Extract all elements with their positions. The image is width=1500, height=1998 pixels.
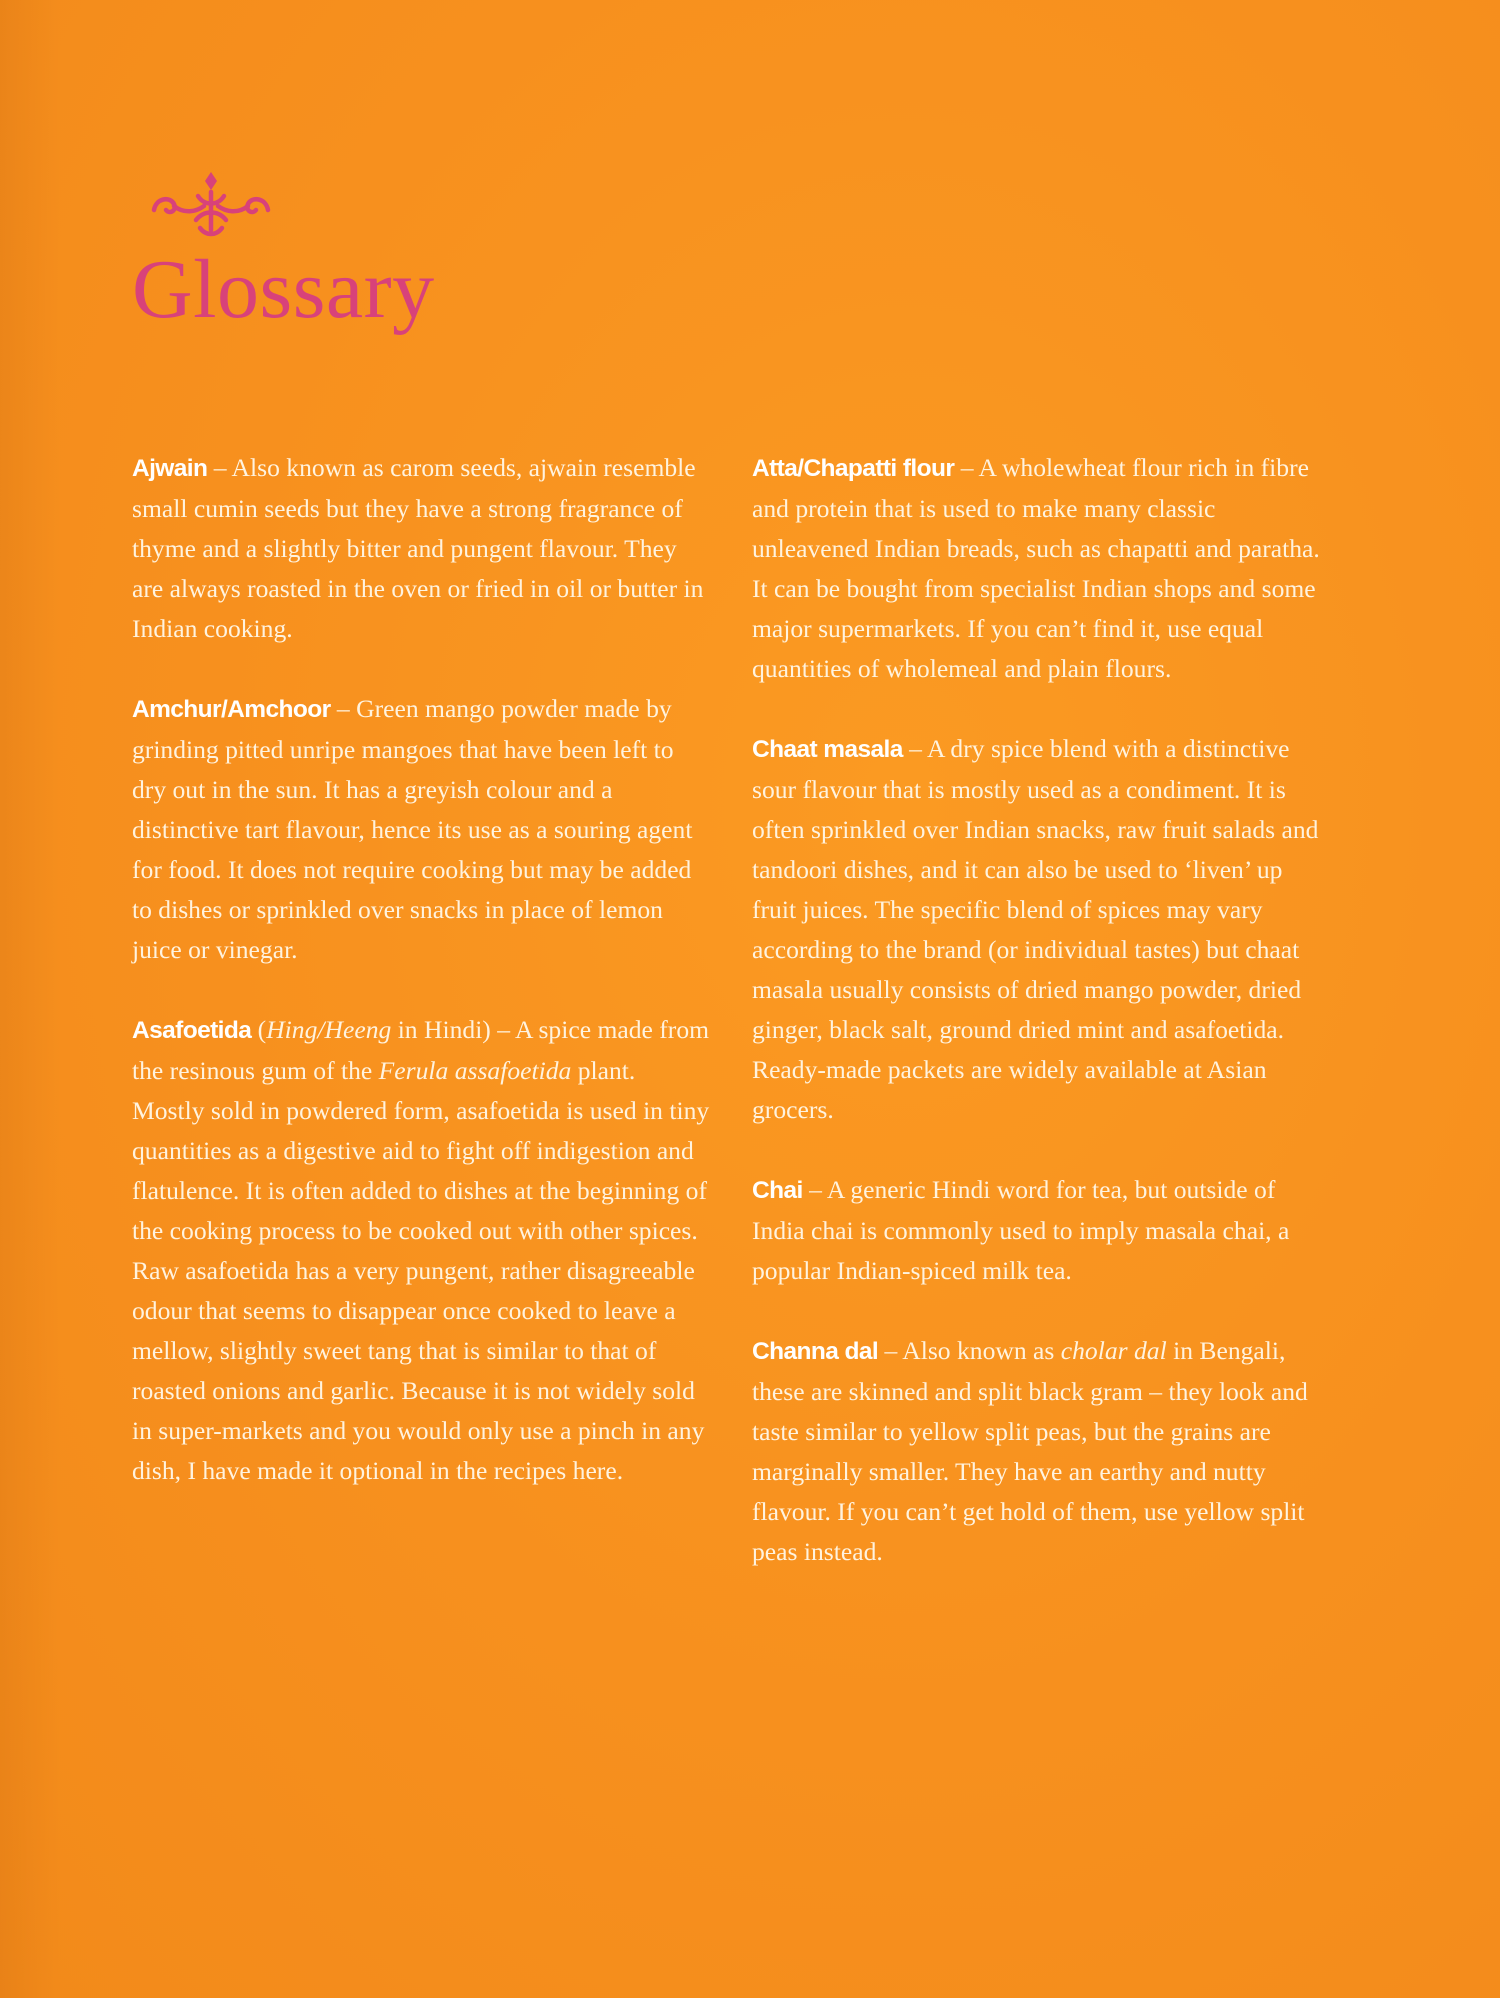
glossary-term: Asafoetida (132, 1017, 252, 1044)
glossary-entry (752, 729, 1322, 1130)
glossary-entry (752, 1170, 1322, 1291)
glossary-term: Channa dal (752, 1338, 879, 1365)
glossary-italic-text: cholar dal (1060, 1336, 1167, 1365)
glossary-definition-text: – A generic Hindi word for tea, but outside of India chai is commonly used to imply masala chai, a popular Indian-spiced milk tea. (752, 1175, 1290, 1285)
glossary-definition-text: – Also known as carom seeds, ajwain resemble small cumin seeds but they have a strong fragrance of thyme and a slightly bitter and pungent flavour. They are always roasted in the oven or fried in oil or butter in Indian cooking. (132, 453, 704, 643)
decorative-flourish-icon (148, 166, 274, 240)
glossary-definition-text: in Bengali, these are skinned and split black gram – they look and taste similar to yellow split peas, but the grains are marginally smaller. They have an earthy and nutty flavour. If you can’t get hold of them, use yellow split peas instead. (752, 1336, 1308, 1566)
glossary-definition-text: – Green mango powder made by grinding pitted unripe mangoes that have been left to dry out in the sun. It has a greyish colour and a distinctive tart flavour, hence its use as a souring agent for food. It does not require cooking but may be added to dishes or sprinkled over snacks in place of lemon juice or vinegar. (132, 694, 693, 964)
glossary-term: Atta/Chapatti flour (752, 455, 955, 482)
glossary-italic-text: Ferula assafoetida (378, 1056, 572, 1085)
glossary-definition-text: – A wholewheat flour rich in fibre and protein that is used to make many classic unleavened Indian breads, such as chapatti and paratha. It can be bought from specialist Indian shops and some major supermarkets. If you can’t find it, use equal quantities of wholemeal and plain flours. (752, 453, 1320, 683)
glossary-definition-text: – Also known as (878, 1336, 1061, 1365)
glossary-entry (132, 1010, 712, 1491)
glossary-entry (752, 1331, 1322, 1572)
glossary-entry (752, 448, 1322, 689)
glossary-term: Chaat masala (752, 736, 903, 763)
glossary-italic-text: Hing/Heeng (266, 1015, 392, 1044)
page-title: Glossary (132, 243, 435, 336)
glossary-definition-text: – A dry spice blend with a distinctive sour flavour that is mostly used as a condiment. It is often sprinkled over Indian snacks, raw fruit salads and tandoori dishes, and it can also be used to ‘liven’ up fruit juices. The specific blend of spices may vary according to the brand (or individual tastes) but chaat masala usually consists of dried mango powder, dried ginger, black salt, ground dried mint and asafoetida. Ready-made packets are widely available at Asian grocers. (752, 734, 1319, 1124)
glossary-term: Amchur/Amchoor (132, 696, 331, 723)
glossary-definition-text: in Hindi) – A spice made from the resinous gum of the (132, 1015, 710, 1085)
glossary-column-right (752, 448, 1322, 1572)
glossary-definition-text: ( (251, 1015, 267, 1044)
glossary-term: Ajwain (132, 455, 208, 482)
glossary-column-left (132, 448, 712, 1491)
glossary-entry (132, 448, 712, 649)
glossary-entry (132, 689, 712, 970)
glossary-term: Chai (752, 1177, 803, 1204)
glossary-definition-text: plant. Mostly sold in powdered form, asafoetida is used in tiny quantities as a digestive aid to fight off indigestion and flatulence. It is often added to dishes at the beginning of the cooking process to be cooked out with other spices. Raw asafoetida has a very pungent, rather disagreeable odour that seems to disappear once cooked to leave a mellow, slightly sweet tang that is similar to that of roasted onions and garlic. Because it is not widely sold in super-markets and you would only use a pinch in any dish, I have made it optional in the recipes here. (132, 1056, 710, 1485)
